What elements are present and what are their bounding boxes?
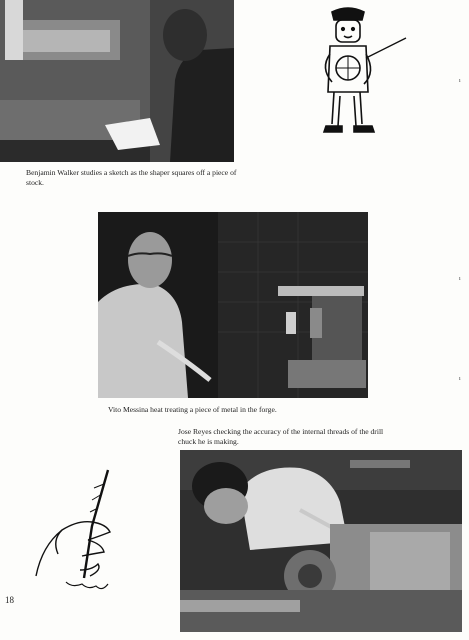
page-number: 18: [5, 595, 14, 605]
edge-mark: ı: [459, 78, 461, 84]
caption-bottom: Jose Reyes checking the accuracy of the internal threads of the drill chuck he is making.: [178, 427, 384, 446]
hand-drill-bit-sketch-icon: [32, 466, 116, 598]
photo-walker-shaper: [0, 0, 234, 162]
photo-reyes-lathe: [180, 450, 462, 632]
photo-messina-forge: [98, 212, 368, 398]
caption-middle: Vito Messina heat treating a piece of metal in the forge.: [108, 405, 277, 414]
machinist-cartoon-icon: [318, 2, 410, 142]
edge-mark: ı: [459, 276, 461, 282]
edge-mark: ı: [459, 376, 461, 382]
caption-top: Benjamin Walker studies a sketch as the shaper squares off a piece of stock.: [26, 168, 237, 187]
